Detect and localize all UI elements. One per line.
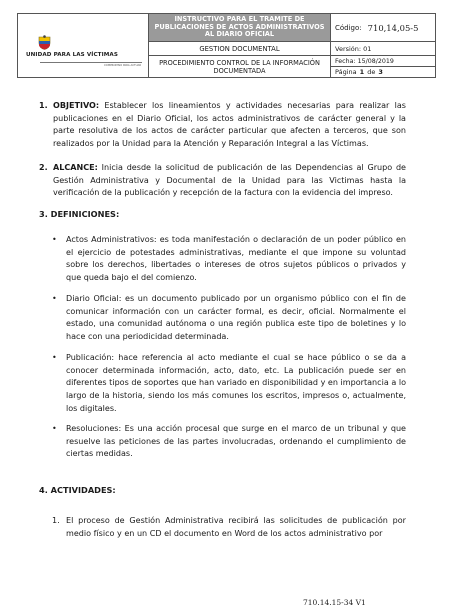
activity-text: El proceso de Gestión Administrativa recibirá las solicitudes de publicación por medio físico y en un CD el documento en Word de los actos administrativo por (66, 516, 406, 538)
definition-item (52, 423, 406, 461)
document-date: Fecha: 15/08/2019 (331, 56, 435, 67)
header-middle-column (149, 14, 331, 77)
page-total: 3 (378, 68, 383, 76)
definition-item (52, 234, 406, 285)
bullet-icon: • (52, 294, 57, 303)
page-number (331, 67, 435, 77)
bullet-icon: • (52, 353, 57, 362)
definition-text: Resoluciones: Es una acción procesal que surge en el marco de un tribunal y que resuelve las peticiones de las partes involucradas, ordenando el cumplimiento de ciertas medidas. (66, 424, 406, 459)
section-text: Establecer los lineamientos y actividades necesarias para realizar las publicaciones en el Diario Oficial, los actos administrativos de carácter general y la parte resolutiva de los actos de carácter particular que afecten a terceros, que son realizados por la Unidad para la Atención y Reparación Integral a las Víctimas. (53, 101, 406, 149)
section-number: 1. (39, 101, 48, 110)
section-alcance (39, 162, 406, 200)
code-label: Código: (335, 23, 362, 32)
definition-item (52, 352, 406, 416)
document-code (331, 14, 435, 42)
logo-cell (18, 14, 149, 77)
section-label: ALCANCE: (53, 163, 98, 172)
definition-text: Actos Administrativos: es toda manifestación o declaración de un poder público en el ejercicio de potestades administrativas, mediante el que impone su voluntad sobre los derechos, libertades o intereses de otros sujetos públicos o privados y que queda bajo el del comienzo. (66, 235, 406, 283)
footer-code: 710.14.15-34 V1 (303, 598, 366, 607)
document-procedure: PROCEDIMIENTO CONTROL DE LA INFORMACIÓN DOCUMENTADA (159, 58, 320, 75)
document-header-table (17, 13, 436, 78)
logo-tagline: COMPROMISO PARA ACTUAR (104, 64, 142, 67)
document-version: Versión: 01 (331, 42, 435, 56)
header-right-column (331, 14, 435, 77)
logo-text: UNIDAD PARA LAS VÍCTIMAS (26, 52, 118, 58)
definition-text: Publicación: hace referencia al acto mediante el cual se hace público o se da a conocer determinada información, acto, dato, etc. La publicación puede ser en diferentes tipos de soportes que han variado en disponibilidad y en importancia a lo largo de la historia, siendo los más comunes los escritos, impresos o, actualmente, los digitales. (66, 353, 406, 413)
page-label: Página (335, 68, 357, 76)
definition-text: Diario Oficial: es un documento publicado por un organismo público con el fin de comunicar información con un carácter formal, es decir, oficial. Normalmente el estado, una comunidad autónoma o una región publica este tipo de boletines y lo hace con una periodicidad determinada. (66, 294, 406, 342)
activity-number: 1. (52, 516, 60, 525)
section-number: 2. (39, 163, 48, 172)
bullet-icon: • (52, 235, 57, 244)
document-area: GESTION DOCUMENTAL (149, 42, 330, 56)
logo-divider (40, 62, 142, 63)
page-of: de (367, 68, 376, 76)
code-value: 710,14,05-5 (367, 22, 419, 33)
page-current: 1 (359, 68, 365, 76)
definition-item (52, 293, 406, 344)
section-text: Inicia desde la solicitud de publicación de las Dependencias al Grupo de Gestión Administrativa y Documental de la Unidad para las Victimas hasta la verificación de la publicación y recepción de la factura con la evidencia del impreso. (53, 163, 406, 198)
section-definiciones-heading: 3. DEFINICIONES: (39, 209, 120, 219)
activity-item (52, 515, 406, 540)
bullet-icon: • (52, 424, 57, 433)
document-title: INSTRUCTIVO PARA EL TRAMITE DE PUBLICACIONES DE ACTOS ADMINISTRATIVOS AL DIARIO OFICIAL (149, 14, 330, 42)
section-actividades-heading: 4. ACTIVIDADES: (39, 485, 116, 495)
section-objetivo (39, 100, 406, 151)
coat-of-arms-icon (38, 35, 51, 50)
section-label: OBJETIVO: (53, 101, 100, 110)
